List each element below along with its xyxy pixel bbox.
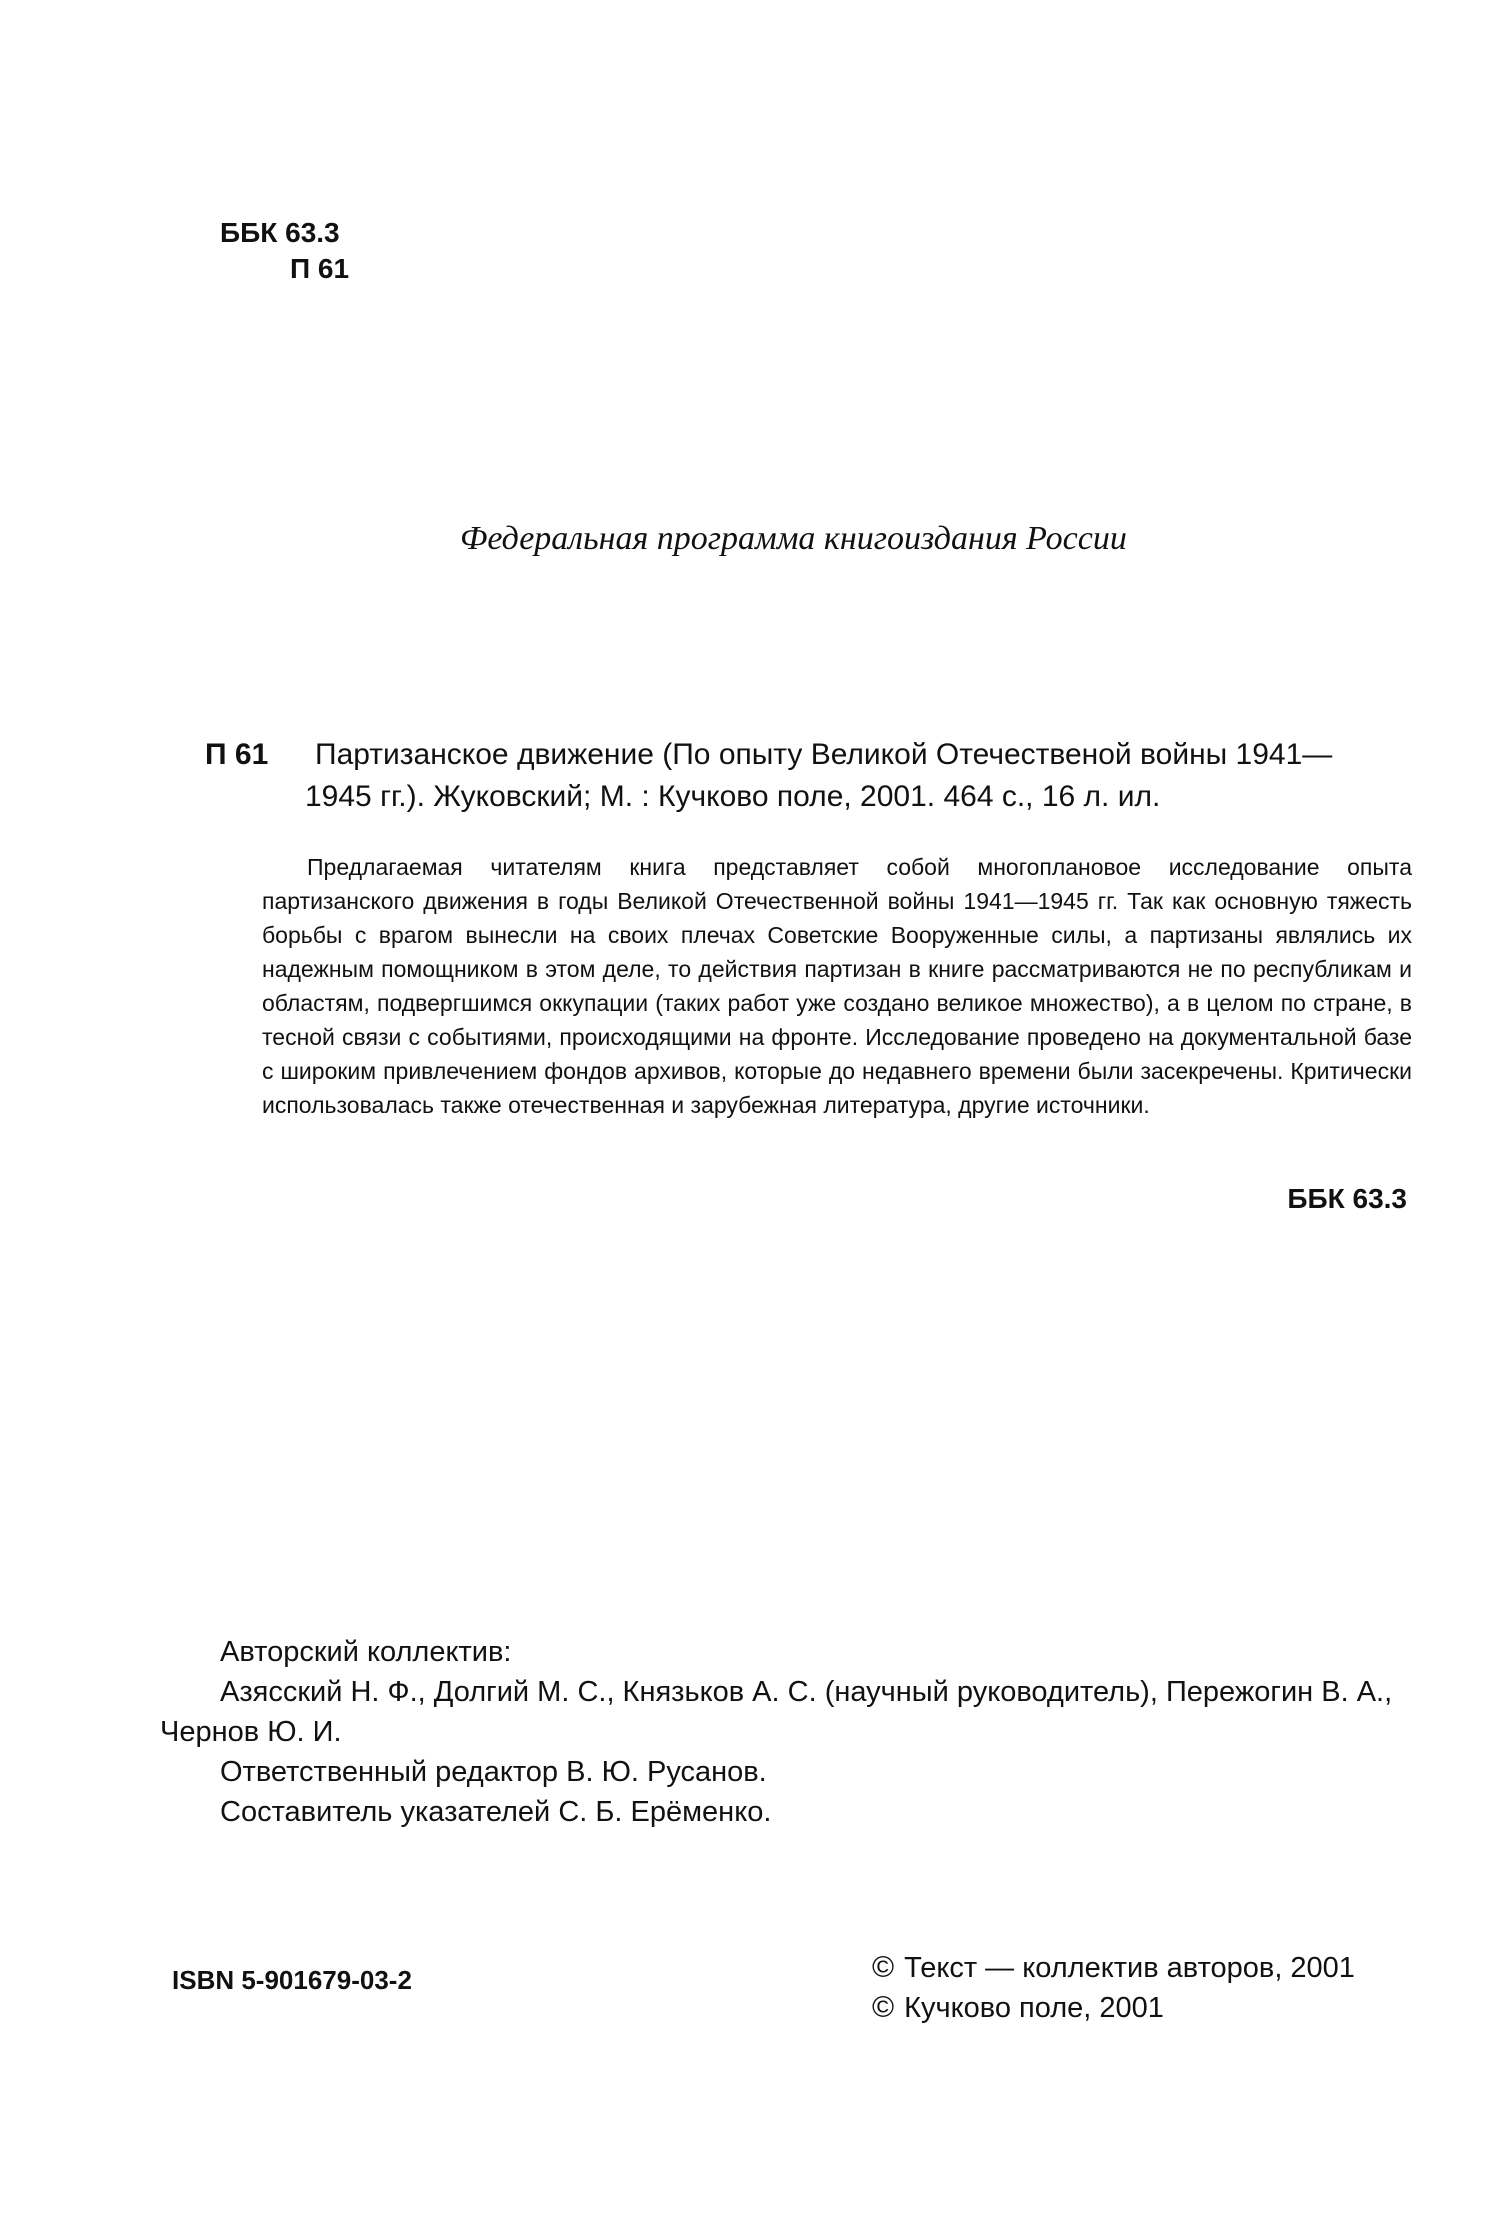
copyright-icon: © — [872, 1991, 895, 2024]
copyright-text-2: Кучково поле, 2001 — [904, 1992, 1164, 2024]
isbn: ISBN 5-901679-03-2 — [172, 1965, 412, 1995]
bibliographic-line-1: Партизанское движение (По опыту Великой Отечественой войны 1941— — [315, 738, 1333, 771]
bbk-classification-bottom: ББК 63.3 — [1287, 1183, 1407, 1214]
author-sign: П 61 — [290, 253, 350, 284]
author-sign-record: П 61 — [205, 738, 269, 771]
annotation-paragraph: Предлагаемая читателям книга представляет собой многоплановое исследование опыта партизанского движения в годы Великой Отечественной войны 1941—1945 гг. Так как основную тяжесть борьбы с врагом вынесли на своих плечах Советские Вооруженные силы, а партизаны являлись их надежным помощником в этом деле, то действия партизан в книге рассматриваются не по республикам и областям, подвергшимся оккупации (таких работ уже создано великое множество), а в целом по стране, в тесной связи с событиями, происходящими на фронте. Исследование проведено на документальной базе с широким привлечением фондов архивов, которые до недавнего времени были засекречены. Критически использовалась также отечественная и зарубежная литература, другие источники. — [262, 854, 1412, 1118]
authors-names: Азясский Н. Ф., Долгий М. С., Князьков А. С. (научный руководитель), Пережогин В. А., Чернов Ю. И. — [160, 1676, 1393, 1748]
copyright-line-2 — [872, 1988, 1355, 2028]
bibliographic-record — [205, 734, 1415, 824]
copyright-text-1: Текст — коллектив авторов, 2001 — [904, 1952, 1355, 1984]
copyright-line-1 — [872, 1948, 1355, 1988]
bibliographic-text — [305, 734, 1415, 818]
bbk-code: ББК 63.3 — [220, 217, 340, 248]
bibliographic-line-2: 1945 гг.). Жуковский; М. : Кучково поле, 2001. 464 с., 16 л. ил. — [305, 780, 1161, 813]
authors-heading: Авторский коллектив: — [220, 1636, 512, 1668]
index-compiler: Составитель указателей С. Б. Ерёменко. — [220, 1796, 772, 1828]
copyright-block — [872, 1948, 1355, 2028]
program-title: Федеральная программа книгоиздания России — [460, 520, 1127, 557]
bbk-classification-top — [220, 215, 349, 287]
copyright-icon: © — [872, 1951, 895, 1984]
responsible-editor: Ответственный редактор В. Ю. Русанов. — [220, 1756, 767, 1788]
authors-block — [160, 1632, 1410, 1832]
